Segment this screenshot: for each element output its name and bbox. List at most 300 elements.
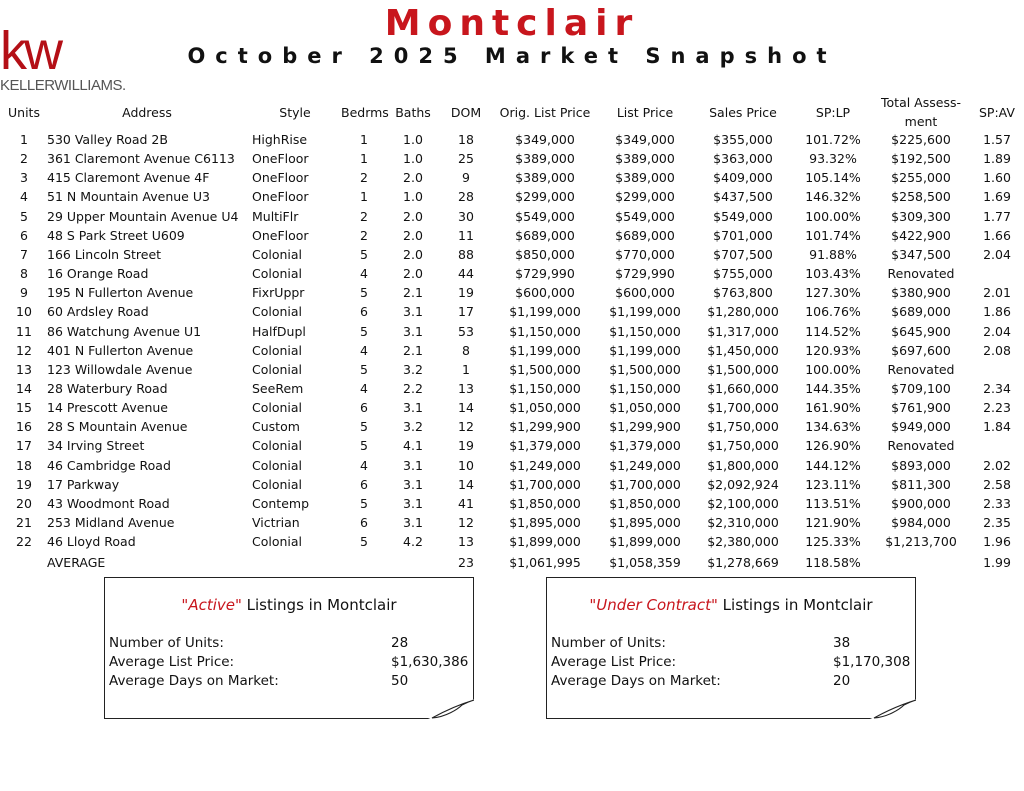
- cell-baths: 2.1: [403, 285, 423, 301]
- under-contract-avg-price-line: [551, 653, 913, 672]
- cell-total-assessment: $1,213,700: [885, 534, 957, 550]
- under-contract-units-line: [551, 634, 913, 653]
- cell-sales-price: $355,000: [713, 132, 773, 147]
- cell-bedrms: 4: [360, 457, 368, 473]
- col-header-total-assessment: Total Assess-: [881, 95, 961, 110]
- active-avg-price-value: $1,630,386: [391, 654, 469, 670]
- cell-total-assessment: $255,000: [891, 170, 951, 186]
- cell-bedrms: 5: [360, 438, 368, 454]
- cell-total-assessment: $258,500: [891, 189, 951, 205]
- table-row: [0, 532, 1024, 551]
- cell-list-price: $1,299,900: [609, 419, 681, 435]
- cell-list-price: $1,150,000: [609, 380, 681, 396]
- under-contract-card-title: [547, 596, 915, 614]
- cell-address: 17 Parkway: [47, 476, 120, 492]
- cell-sales-price: $409,000: [713, 170, 773, 186]
- cell-total-assessment: $900,000: [891, 495, 951, 511]
- cell-list-price: $1,249,000: [609, 457, 681, 473]
- cell-units: 7: [20, 246, 28, 262]
- cell-units: 11: [16, 323, 32, 339]
- cell-list-price: $1,500,000: [609, 361, 681, 377]
- cell-orig-list-price: $1,899,000: [509, 534, 581, 550]
- cell-bedrms: 5: [360, 361, 368, 377]
- cell-baths: 2.0: [403, 227, 423, 243]
- cell-address: 48 S Park Street U609: [47, 227, 185, 243]
- cell-baths: 4.2: [403, 534, 423, 550]
- col-header-address: Address: [122, 105, 172, 120]
- cell-sp-lp: 123.11%: [805, 476, 861, 492]
- cell-total-assessment: $949,000: [891, 419, 951, 435]
- cell-address: 361 Claremont Avenue C6113: [47, 151, 235, 167]
- cell-style: SeeRem: [252, 380, 304, 396]
- cell-baths: 2.2: [403, 380, 423, 396]
- cell-units: 19: [16, 476, 32, 492]
- cell-baths: 3.1: [403, 323, 423, 339]
- cell-address: 530 Valley Road 2B: [47, 132, 168, 147]
- cell-units: 9: [20, 285, 28, 301]
- cell-address: 28 Waterbury Road: [47, 380, 168, 396]
- under-contract-avg-dom-label: Average Days on Market:: [551, 673, 721, 689]
- cell-orig-list-price: $1,249,000: [509, 457, 581, 473]
- cell-orig-list-price: $1,150,000: [509, 380, 581, 396]
- col-header-bedrms: Bedrms: [341, 105, 389, 120]
- table-row: [0, 360, 1024, 379]
- cell-orig-list-price: $850,000: [515, 246, 575, 262]
- table-row: [0, 475, 1024, 494]
- cell-sp-lp: 134.63%: [805, 419, 861, 435]
- cell-sales-price: $1,450,000: [707, 342, 779, 358]
- cell-orig-list-price: $1,700,000: [509, 476, 581, 492]
- cell-total-assessment: $309,300: [891, 208, 951, 224]
- cell-total-assessment: $709,100: [891, 380, 951, 396]
- cell-list-price: $600,000: [615, 285, 675, 301]
- cell-total-assessment: Renovated: [887, 266, 955, 282]
- cell-total-assessment: $347,500: [891, 246, 951, 262]
- cell-baths: 3.2: [403, 419, 423, 435]
- cell-dom: 14: [458, 400, 474, 416]
- cell-bedrms: 6: [360, 400, 368, 416]
- cell-units: 4: [20, 189, 28, 205]
- cell-style: Colonial: [252, 361, 303, 377]
- active-avg-price-label: Average List Price:: [109, 654, 235, 670]
- cell-orig-list-price: $1,199,000: [509, 342, 581, 358]
- cell-units: 5: [20, 208, 28, 224]
- cell-address: 51 N Mountain Avenue U3: [47, 189, 210, 205]
- active-avg-dom-line: [109, 672, 471, 691]
- cell-bedrms: 5: [360, 323, 368, 339]
- cell-sales-price: $437,500: [713, 189, 773, 205]
- cell-dom: 13: [458, 380, 474, 396]
- cell-address: 195 N Fullerton Avenue: [47, 285, 194, 301]
- cell-sp-av: 2.35: [983, 515, 1011, 530]
- page-curl-icon: [428, 699, 474, 719]
- cell-sp-lp: 103.43%: [805, 266, 861, 282]
- cell-list-price: $729,990: [615, 266, 675, 282]
- cell-style: Colonial: [252, 476, 303, 492]
- cell-sales-price: $1,750,000: [707, 419, 779, 435]
- cell-total-assessment: $761,900: [891, 400, 951, 416]
- cell-dom: 8: [462, 342, 470, 358]
- active-avg-dom-value: 50: [391, 673, 409, 689]
- cell-orig-list-price: $1,850,000: [509, 495, 581, 511]
- cell-total-assessment: Renovated: [887, 361, 955, 377]
- cell-address: 60 Ardsley Road: [47, 304, 149, 320]
- cell-units: 12: [16, 342, 32, 358]
- cell-dom: 17: [458, 304, 474, 320]
- table-row: [0, 513, 1024, 532]
- cell-dom: 12: [458, 419, 474, 435]
- cell-orig-list-price: $299,000: [515, 189, 575, 205]
- cell-units: 10: [16, 304, 32, 320]
- cell-bedrms: 5: [360, 495, 368, 511]
- active-title-rest: Listings in Montclair: [241, 596, 397, 614]
- cell-baths: 1.0: [403, 189, 423, 205]
- cell-units: 16: [16, 419, 32, 435]
- cell-baths: 1.0: [403, 151, 423, 167]
- cell-units: 6: [20, 227, 28, 243]
- cell-baths: 2.0: [403, 266, 423, 282]
- cell-sp-lp: 146.32%: [805, 189, 861, 205]
- table-row: [0, 341, 1024, 360]
- cell-address: 166 Lincoln Street: [47, 246, 162, 262]
- cell-total-assessment: $422,900: [891, 227, 951, 243]
- cell-address: 123 Willowdale Avenue: [47, 361, 193, 377]
- col-header-baths: Baths: [395, 105, 431, 120]
- cell-address: 401 N Fullerton Avenue: [47, 342, 194, 358]
- col-header-sp-av: SP:AV: [979, 105, 1015, 120]
- cell-style: Colonial: [252, 400, 303, 416]
- cell-dom: 41: [458, 495, 474, 511]
- col-header-orig-list-price: Orig. List Price: [499, 105, 591, 120]
- active-avg-price-line: [109, 653, 471, 672]
- cell-list-price: $1,150,000: [609, 323, 681, 339]
- logo-mark: kw: [0, 21, 60, 81]
- cell-sales-price: $2,092,924: [707, 476, 779, 492]
- cell-bedrms: 4: [360, 266, 368, 282]
- cell-list-price: $549,000: [615, 208, 675, 224]
- cell-total-assessment: Renovated: [887, 438, 955, 454]
- cell-baths: 1.0: [403, 132, 423, 147]
- cell-dom: 19: [458, 438, 474, 454]
- cell-units: 13: [16, 361, 32, 377]
- cell-sp-lp: 125.33%: [805, 534, 861, 550]
- col-header-list-price: List Price: [616, 105, 674, 120]
- cell-style: Colonial: [252, 342, 303, 358]
- cell-sp-lp: 93.32%: [809, 151, 857, 167]
- cell-sp-av: 1.57: [983, 132, 1011, 147]
- cell-address: 29 Upper Mountain Avenue U4: [47, 208, 239, 224]
- cell-dom: 53: [458, 323, 474, 339]
- cell-bedrms: 4: [360, 380, 368, 396]
- table-row: [0, 283, 1024, 302]
- active-units-value: 28: [391, 635, 409, 651]
- active-card-title: [105, 596, 473, 614]
- cell-sp-av: 1.60: [983, 170, 1011, 186]
- under-contract-avg-dom-value: 20: [833, 673, 851, 689]
- cell-sales-price: $1,700,000: [707, 400, 779, 416]
- cell-sp-av: 2.58: [983, 476, 1011, 492]
- cell-sp-lp: 114.52%: [805, 323, 861, 339]
- page-curl-icon: [870, 699, 916, 719]
- cell-list-price: $389,000: [615, 151, 675, 167]
- cell-dom: 14: [458, 476, 474, 492]
- cell-bedrms: 5: [360, 534, 368, 550]
- cell-sales-price: $549,000: [713, 208, 773, 224]
- cell-baths: 3.1: [403, 400, 423, 416]
- cell-units: 21: [16, 515, 32, 530]
- active-units-line: [109, 634, 471, 653]
- cell-units: 2: [20, 151, 28, 167]
- cell-address: 86 Watchung Avenue U1: [47, 323, 202, 339]
- cell-style: OneFloor: [252, 170, 309, 186]
- cell-list-price: $1,199,000: [609, 304, 681, 320]
- cell-dom: 18: [458, 132, 474, 147]
- cell-style: Contemp: [252, 495, 310, 511]
- cell-baths: 3.1: [403, 515, 423, 530]
- cell-orig-list-price: $689,000: [515, 227, 575, 243]
- cell-dom: 88: [458, 246, 474, 262]
- cell-sales-price: $1,800,000: [707, 457, 779, 473]
- cell-sp-lp: 105.14%: [805, 170, 861, 186]
- cell-list-price: $1,050,000: [609, 400, 681, 416]
- cell-style: HalfDupl: [252, 323, 306, 339]
- cell-units: 15: [16, 400, 32, 416]
- cell-bedrms: 5: [360, 419, 368, 435]
- col-header-dom: DOM: [450, 105, 482, 120]
- cell-style: MultiFlr: [252, 208, 299, 224]
- table-row: [0, 130, 1024, 149]
- cell-style: Colonial: [252, 438, 303, 454]
- cell-total-assessment: $811,300: [891, 476, 951, 492]
- cell-dom: 9: [462, 170, 470, 186]
- cell-sp-lp: 161.90%: [805, 400, 861, 416]
- table-row: [0, 187, 1024, 206]
- cell-style: Colonial: [252, 534, 303, 550]
- cell-bedrms: 6: [360, 476, 368, 492]
- cell-sp-av: 2.33: [983, 495, 1011, 511]
- cell-sp-av: 1.96: [983, 534, 1011, 550]
- cell-sp-lp: 121.90%: [805, 515, 861, 530]
- cell-list-price: $689,000: [615, 227, 675, 243]
- cell-style: Colonial: [252, 457, 303, 473]
- cell-baths: 2.0: [403, 246, 423, 262]
- cell-sp-lp: 113.51%: [805, 495, 861, 511]
- cell-bedrms: 1: [360, 189, 368, 205]
- cell-list-price: $1,379,000: [609, 438, 681, 454]
- cell-style: Colonial: [252, 304, 303, 320]
- cell-sp-av: 1.66: [983, 227, 1011, 243]
- cell-style: HighRise: [252, 132, 308, 147]
- cell-orig-list-price: $1,050,000: [509, 400, 581, 416]
- cell-bedrms: 6: [360, 515, 368, 530]
- cell-orig-list-price: $1,150,000: [509, 323, 581, 339]
- cell-dom: 28: [458, 189, 474, 205]
- cell-style: OneFloor: [252, 151, 309, 167]
- cell-list-price: $1,199,000: [609, 342, 681, 358]
- cell-orig-list-price: $1,895,000: [509, 515, 581, 530]
- cell-style: FixrUppr: [252, 285, 305, 301]
- under-contract-avg-price-label: Average List Price:: [551, 654, 677, 670]
- cell-sales-price: $1,750,000: [707, 438, 779, 454]
- cell-total-assessment: $645,900: [891, 323, 951, 339]
- average-sp-lp: 118.58%: [805, 555, 861, 570]
- cell-sales-price: $2,310,000: [707, 515, 779, 530]
- cell-sales-price: $1,660,000: [707, 380, 779, 396]
- table-row: [0, 226, 1024, 245]
- cell-sales-price: $1,280,000: [707, 304, 779, 320]
- table-row: [0, 149, 1024, 168]
- cell-units: 3: [20, 170, 28, 186]
- cell-orig-list-price: $549,000: [515, 208, 575, 224]
- cell-sp-av: 1.89: [983, 151, 1011, 167]
- cell-units: 22: [16, 534, 32, 550]
- cell-dom: 10: [458, 457, 474, 473]
- cell-units: 14: [16, 380, 32, 396]
- cell-address: 16 Orange Road: [47, 266, 149, 282]
- cell-list-price: $1,850,000: [609, 495, 681, 511]
- table-row: [0, 264, 1024, 283]
- cell-sp-lp: 101.72%: [805, 132, 861, 147]
- cell-bedrms: 1: [360, 132, 368, 147]
- cell-style: OneFloor: [252, 227, 309, 243]
- table-row: [0, 456, 1024, 475]
- cell-sp-av: 2.01: [983, 285, 1011, 301]
- average-row: [0, 553, 1024, 572]
- cell-sales-price: $2,100,000: [707, 495, 779, 511]
- average-orig-list-price: $1,061,995: [509, 555, 581, 570]
- under-contract-units-value: 38: [833, 635, 851, 651]
- under-contract-avg-dom-line: [551, 672, 913, 691]
- cell-total-assessment: $893,000: [891, 457, 951, 473]
- table-row: [0, 322, 1024, 341]
- col-header-style: Style: [279, 105, 311, 120]
- average-sales-price: $1,278,669: [707, 555, 779, 570]
- cell-baths: 3.1: [403, 495, 423, 511]
- cell-bedrms: 6: [360, 304, 368, 320]
- cell-list-price: $349,000: [615, 132, 675, 147]
- cell-bedrms: 2: [360, 227, 368, 243]
- cell-address: 43 Woodmont Road: [47, 495, 170, 511]
- cell-sp-lp: 100.00%: [805, 208, 861, 224]
- cell-sp-av: 1.69: [983, 189, 1011, 205]
- cell-sp-lp: 101.74%: [805, 227, 861, 243]
- table-row: [0, 245, 1024, 264]
- cell-bedrms: 2: [360, 170, 368, 186]
- table-row: [0, 398, 1024, 417]
- cell-units: 1: [20, 132, 28, 147]
- cell-sp-av: 1.84: [983, 419, 1011, 435]
- cell-dom: 25: [458, 151, 474, 167]
- cell-units: 20: [16, 495, 32, 511]
- cell-address: 34 Irving Street: [47, 438, 145, 454]
- cell-baths: 3.1: [403, 476, 423, 492]
- cell-sp-lp: 106.76%: [805, 304, 861, 320]
- cell-sp-av: 2.04: [983, 246, 1011, 262]
- cell-address: 14 Prescott Avenue: [47, 400, 169, 416]
- active-units-label: Number of Units:: [109, 635, 224, 651]
- cell-address: 46 Lloyd Road: [47, 534, 136, 550]
- cell-baths: 2.0: [403, 170, 423, 186]
- cell-address: 46 Cambridge Road: [47, 457, 171, 473]
- cell-orig-list-price: $389,000: [515, 170, 575, 186]
- under-contract-units-label: Number of Units:: [551, 635, 666, 651]
- active-listings-card: [104, 577, 474, 719]
- cell-sp-lp: 100.00%: [805, 361, 861, 377]
- cell-dom: 12: [458, 515, 474, 530]
- cell-sp-av: 2.23: [983, 400, 1011, 416]
- cell-orig-list-price: $729,990: [515, 266, 575, 282]
- cell-style: Colonial: [252, 266, 303, 282]
- cell-baths: 2.0: [403, 208, 423, 224]
- cell-units: 17: [16, 438, 32, 454]
- table-row: [0, 436, 1024, 455]
- cell-list-price: $389,000: [615, 170, 675, 186]
- table-row: [0, 302, 1024, 321]
- under-contract-title-accent: "Under Contract": [589, 596, 718, 614]
- cell-sp-av: 1.77: [983, 208, 1011, 224]
- under-contract-listings-card: [546, 577, 916, 719]
- cell-style: Victrian: [252, 515, 300, 530]
- cell-sp-av: 2.08: [983, 342, 1011, 358]
- cell-sales-price: $363,000: [713, 151, 773, 167]
- cell-orig-list-price: $1,500,000: [509, 361, 581, 377]
- cell-style: Custom: [252, 419, 300, 435]
- cell-dom: 19: [458, 285, 474, 301]
- table-row: [0, 168, 1024, 187]
- cell-baths: 2.1: [403, 342, 423, 358]
- active-avg-dom-label: Average Days on Market:: [109, 673, 279, 689]
- cell-orig-list-price: $1,299,900: [509, 419, 581, 435]
- col-header-sp-lp: SP:LP: [815, 105, 851, 120]
- average-label: AVERAGE: [47, 555, 106, 570]
- cell-dom: 11: [458, 227, 474, 243]
- cell-bedrms: 1: [360, 151, 368, 167]
- table-row: [0, 379, 1024, 398]
- col-header-units: Units: [8, 105, 40, 120]
- cell-sales-price: $2,380,000: [707, 534, 779, 550]
- cell-baths: 3.2: [403, 361, 423, 377]
- cell-sales-price: $763,800: [713, 285, 773, 301]
- cell-orig-list-price: $1,199,000: [509, 304, 581, 320]
- page-subtitle: October 2025 Market Snapshot: [187, 44, 837, 68]
- cell-total-assessment: $192,500: [891, 151, 951, 167]
- average-sp-av: 1.99: [983, 555, 1011, 570]
- cell-list-price: $299,000: [615, 189, 675, 205]
- average-dom: 23: [458, 555, 474, 570]
- cell-dom: 13: [458, 534, 474, 550]
- col-header-sales-price: Sales Price: [709, 105, 777, 120]
- cell-sales-price: $701,000: [713, 227, 773, 243]
- cell-baths: 3.1: [403, 457, 423, 473]
- cell-orig-list-price: $389,000: [515, 151, 575, 167]
- cell-total-assessment: $697,600: [891, 342, 951, 358]
- cell-bedrms: 5: [360, 285, 368, 301]
- cell-sales-price: $755,000: [713, 266, 773, 282]
- cell-list-price: $770,000: [615, 246, 675, 262]
- cell-bedrms: 4: [360, 342, 368, 358]
- cell-sp-av: 2.02: [983, 457, 1011, 473]
- cell-orig-list-price: $349,000: [515, 132, 575, 147]
- cell-sp-lp: 91.88%: [809, 246, 857, 262]
- table-row: [0, 494, 1024, 513]
- cell-dom: 30: [458, 208, 474, 224]
- cell-list-price: $1,700,000: [609, 476, 681, 492]
- cell-style: Colonial: [252, 246, 303, 262]
- cell-orig-list-price: $600,000: [515, 285, 575, 301]
- cell-units: 18: [16, 457, 32, 473]
- cell-units: 8: [20, 266, 28, 282]
- cell-sales-price: $707,500: [713, 246, 773, 262]
